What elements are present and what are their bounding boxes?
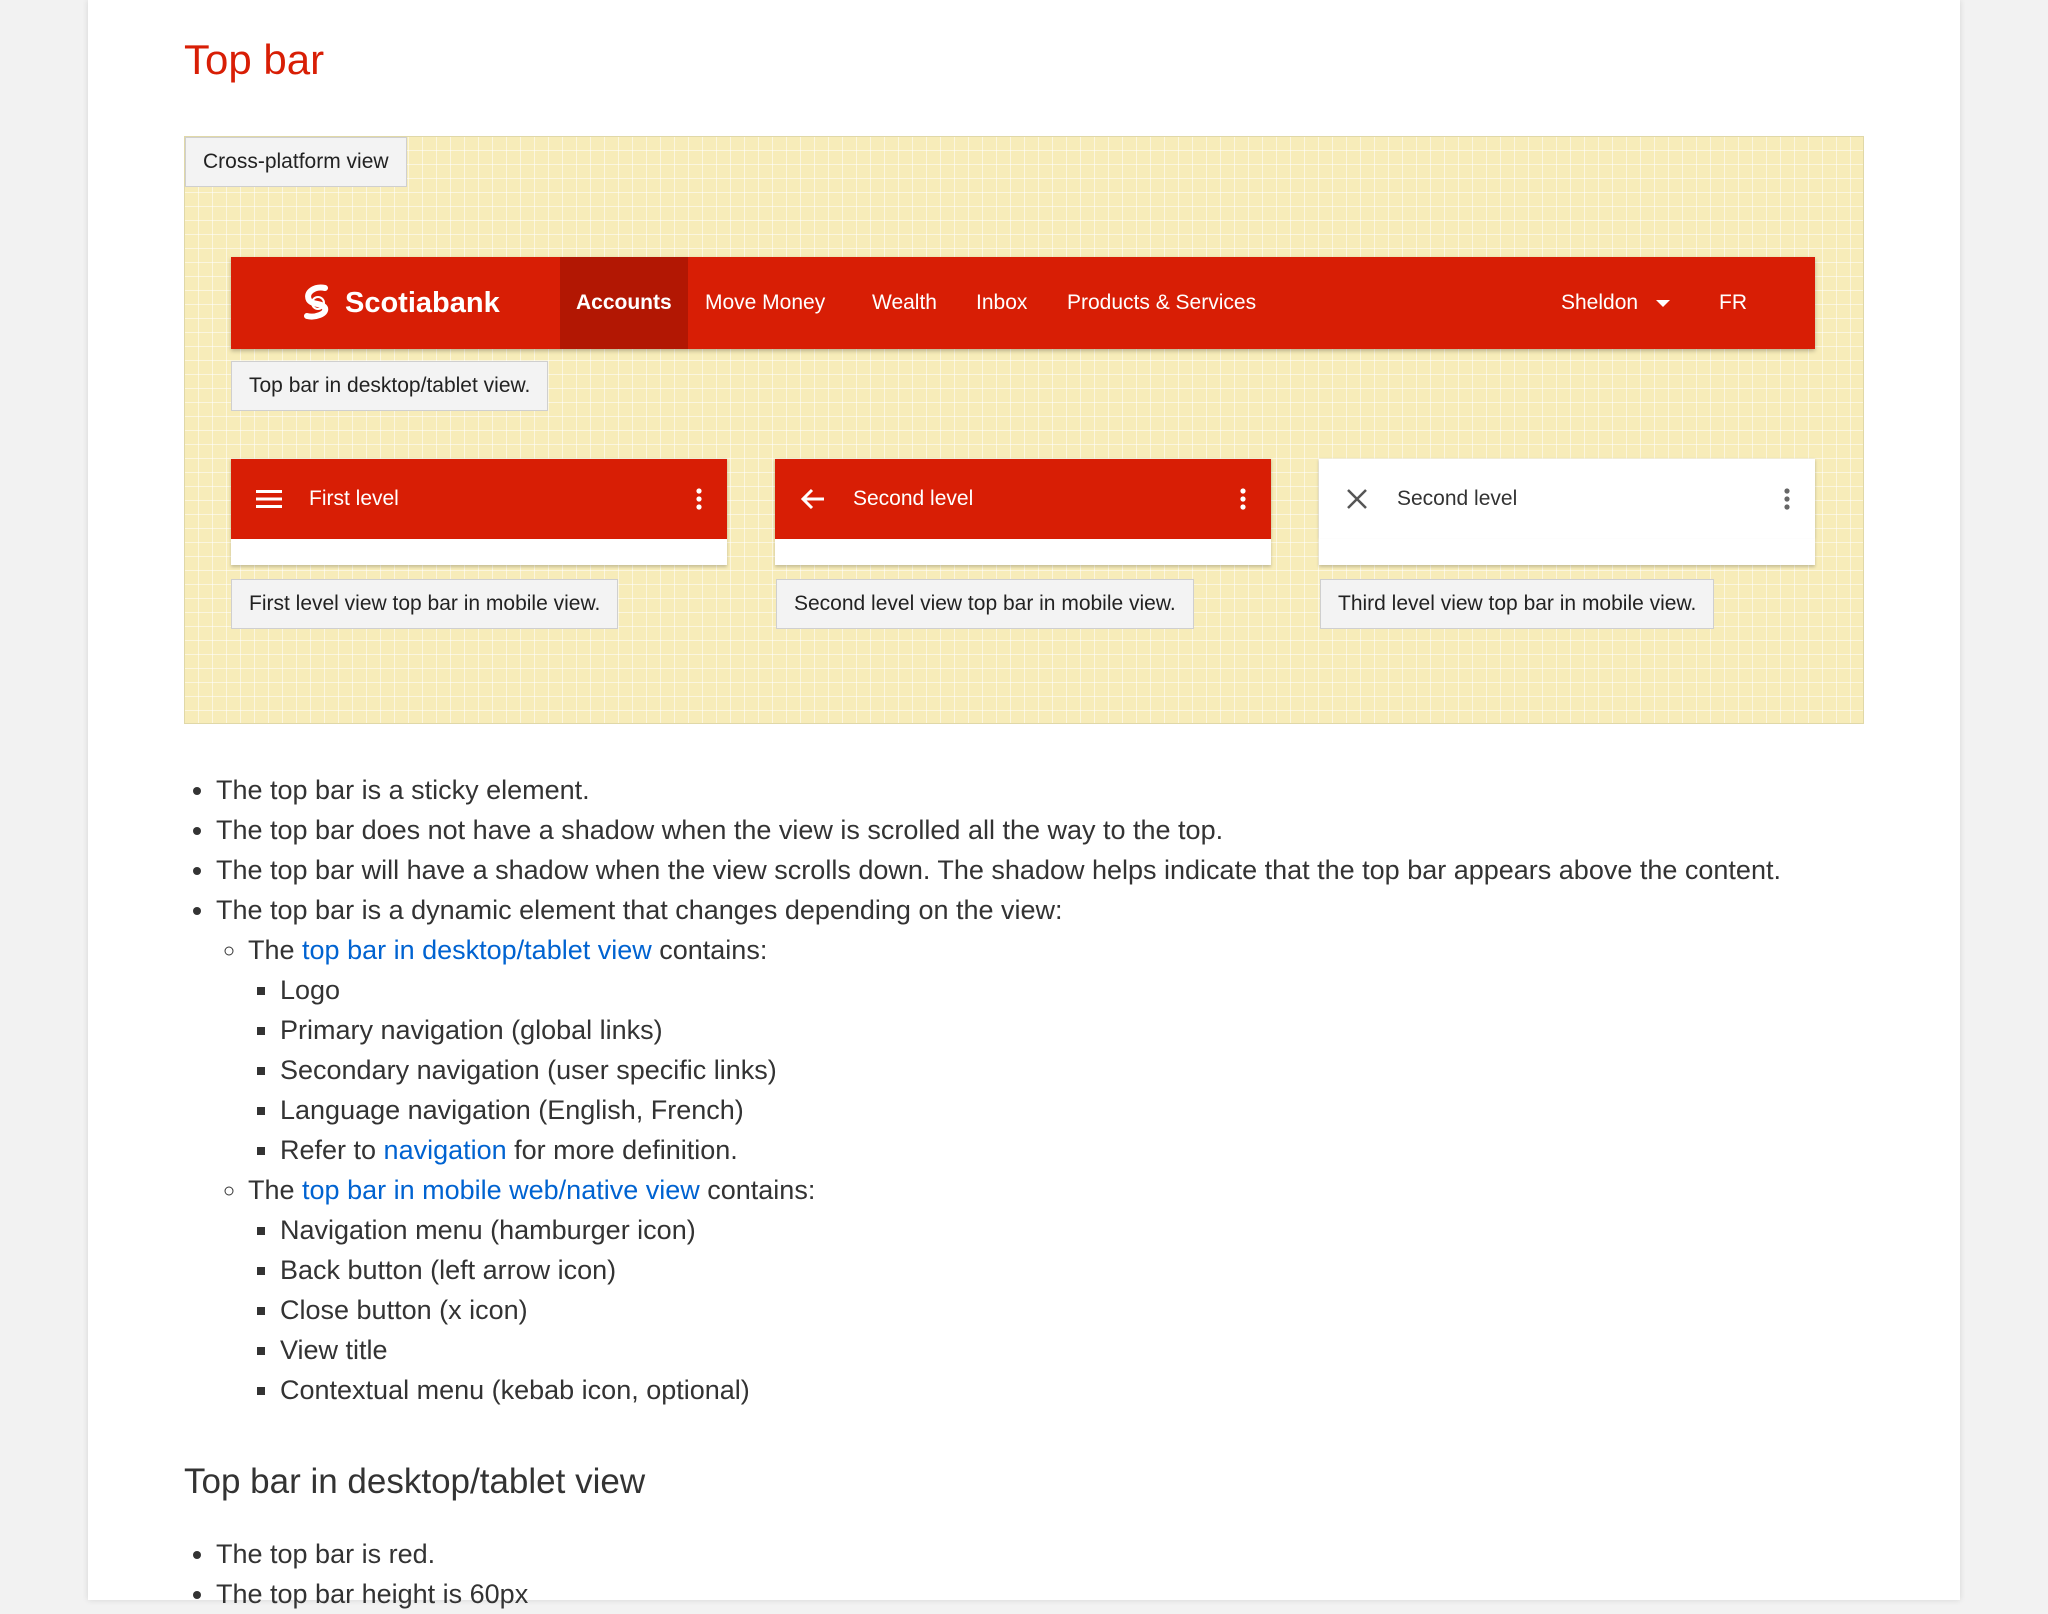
- mobile-bar-second-level: [775, 459, 1271, 539]
- list-item: [248, 1170, 1781, 1410]
- mobile-bar-content-strip: [231, 539, 727, 565]
- list-item: ▪ Logo: [280, 970, 1781, 1010]
- mobile-bar-third-level: [1319, 459, 1815, 539]
- navigation-link[interactable]: navigation: [383, 1135, 507, 1165]
- list-item: • The top bar will have a shadow when the view scrolls down. The shadow helps indicate that the top bar appears above the content.: [216, 850, 1781, 890]
- mobile-bar-title: First level: [309, 487, 399, 510]
- list-item: ▪ Back button (left arrow icon): [280, 1250, 1781, 1290]
- sub-sub-list: [248, 1210, 1781, 1410]
- list-item-text: The: [248, 935, 303, 965]
- sub-list: [216, 930, 1781, 1410]
- list-item-text: contains:: [699, 1175, 816, 1205]
- desktop-caption: Top bar in desktop/tablet view.: [231, 361, 548, 411]
- cross-platform-demo: [184, 136, 1864, 724]
- close-icon[interactable]: [1337, 479, 1377, 519]
- list-item-text: Refer to: [280, 1135, 384, 1165]
- language-toggle[interactable]: FR: [1719, 291, 1747, 314]
- desktop-top-bar: [231, 257, 1815, 349]
- mobile-bar-title: Second level: [1397, 487, 1518, 510]
- nav-accounts[interactable]: Accounts: [560, 257, 688, 349]
- list-item: ▪ Navigation menu (hamburger icon): [280, 1210, 1781, 1250]
- mobile-view-link[interactable]: top bar in mobile web/native view: [302, 1175, 700, 1205]
- list-item: ▪ Primary navigation (global links): [280, 1010, 1781, 1050]
- mobile-caption-second: Second level view top bar in mobile view.: [776, 579, 1194, 629]
- logo-text: Scotiabank: [345, 286, 500, 319]
- kebab-icon[interactable]: [1775, 479, 1799, 519]
- top-bar-bullets: [184, 770, 1781, 1410]
- mobile-bar-content-strip: [775, 539, 1271, 565]
- sub-sub-list: [248, 970, 1781, 1170]
- arrow-left-icon[interactable]: [793, 479, 833, 519]
- mobile-bar-first-level: [231, 459, 727, 539]
- hamburger-icon[interactable]: [249, 479, 289, 519]
- nav-products-services[interactable]: Products & Services: [1067, 291, 1257, 314]
- user-menu[interactable]: [1561, 257, 1670, 349]
- scotiabank-s-icon: [301, 284, 335, 322]
- mobile-caption-third: Third level view top bar in mobile view.: [1320, 579, 1714, 629]
- scotiabank-logo[interactable]: [301, 257, 500, 349]
- list-item: • The top bar is a sticky element.: [216, 770, 1781, 810]
- list-item: ▪ Contextual menu (kebab icon, optional): [280, 1370, 1781, 1410]
- list-item: • The top bar does not have a shadow when the view is scrolled all the way to the top.: [216, 810, 1781, 850]
- mobile-bar-title: Second level: [853, 487, 974, 510]
- nav-wealth[interactable]: Wealth: [872, 291, 937, 314]
- kebab-icon[interactable]: [687, 479, 711, 519]
- nav-inbox[interactable]: Inbox: [976, 291, 1028, 314]
- section-title: Top bar: [184, 36, 325, 83]
- cross-platform-label: Cross-platform view: [185, 137, 407, 187]
- kebab-icon[interactable]: [1231, 479, 1255, 519]
- doc-page: [88, 0, 1960, 1609]
- list-item-text: The top bar is a dynamic element that changes depending on the view:: [216, 895, 1063, 925]
- list-item: [280, 1130, 1781, 1170]
- list-item: [216, 890, 1781, 1410]
- list-item: [248, 930, 1781, 1170]
- list-item-text: for more definition.: [506, 1135, 738, 1165]
- list-item: • The top bar height is 60px: [216, 1574, 528, 1614]
- desktop-view-link[interactable]: top bar in desktop/tablet view: [302, 935, 652, 965]
- list-item-text: contains:: [651, 935, 768, 965]
- list-item: ▪ Close button (x icon): [280, 1290, 1781, 1330]
- subsection-title: Top bar in desktop/tablet view: [184, 1462, 646, 1501]
- list-item: ▪ View title: [280, 1330, 1781, 1370]
- list-item: ▪ Language navigation (English, French): [280, 1090, 1781, 1130]
- mobile-caption-first: First level view top bar in mobile view.: [231, 579, 618, 629]
- list-item-text: The: [248, 1175, 303, 1205]
- list-item: • The top bar is red.: [216, 1534, 528, 1574]
- user-name: Sheldon: [1561, 291, 1639, 314]
- nav-move-money[interactable]: Move Money: [705, 291, 826, 314]
- list-item: ▪ Secondary navigation (user specific links): [280, 1050, 1781, 1090]
- desktop-bullets: [184, 1534, 528, 1614]
- caret-down-icon: [1656, 298, 1670, 308]
- mobile-bar-content-strip: [1319, 539, 1815, 565]
